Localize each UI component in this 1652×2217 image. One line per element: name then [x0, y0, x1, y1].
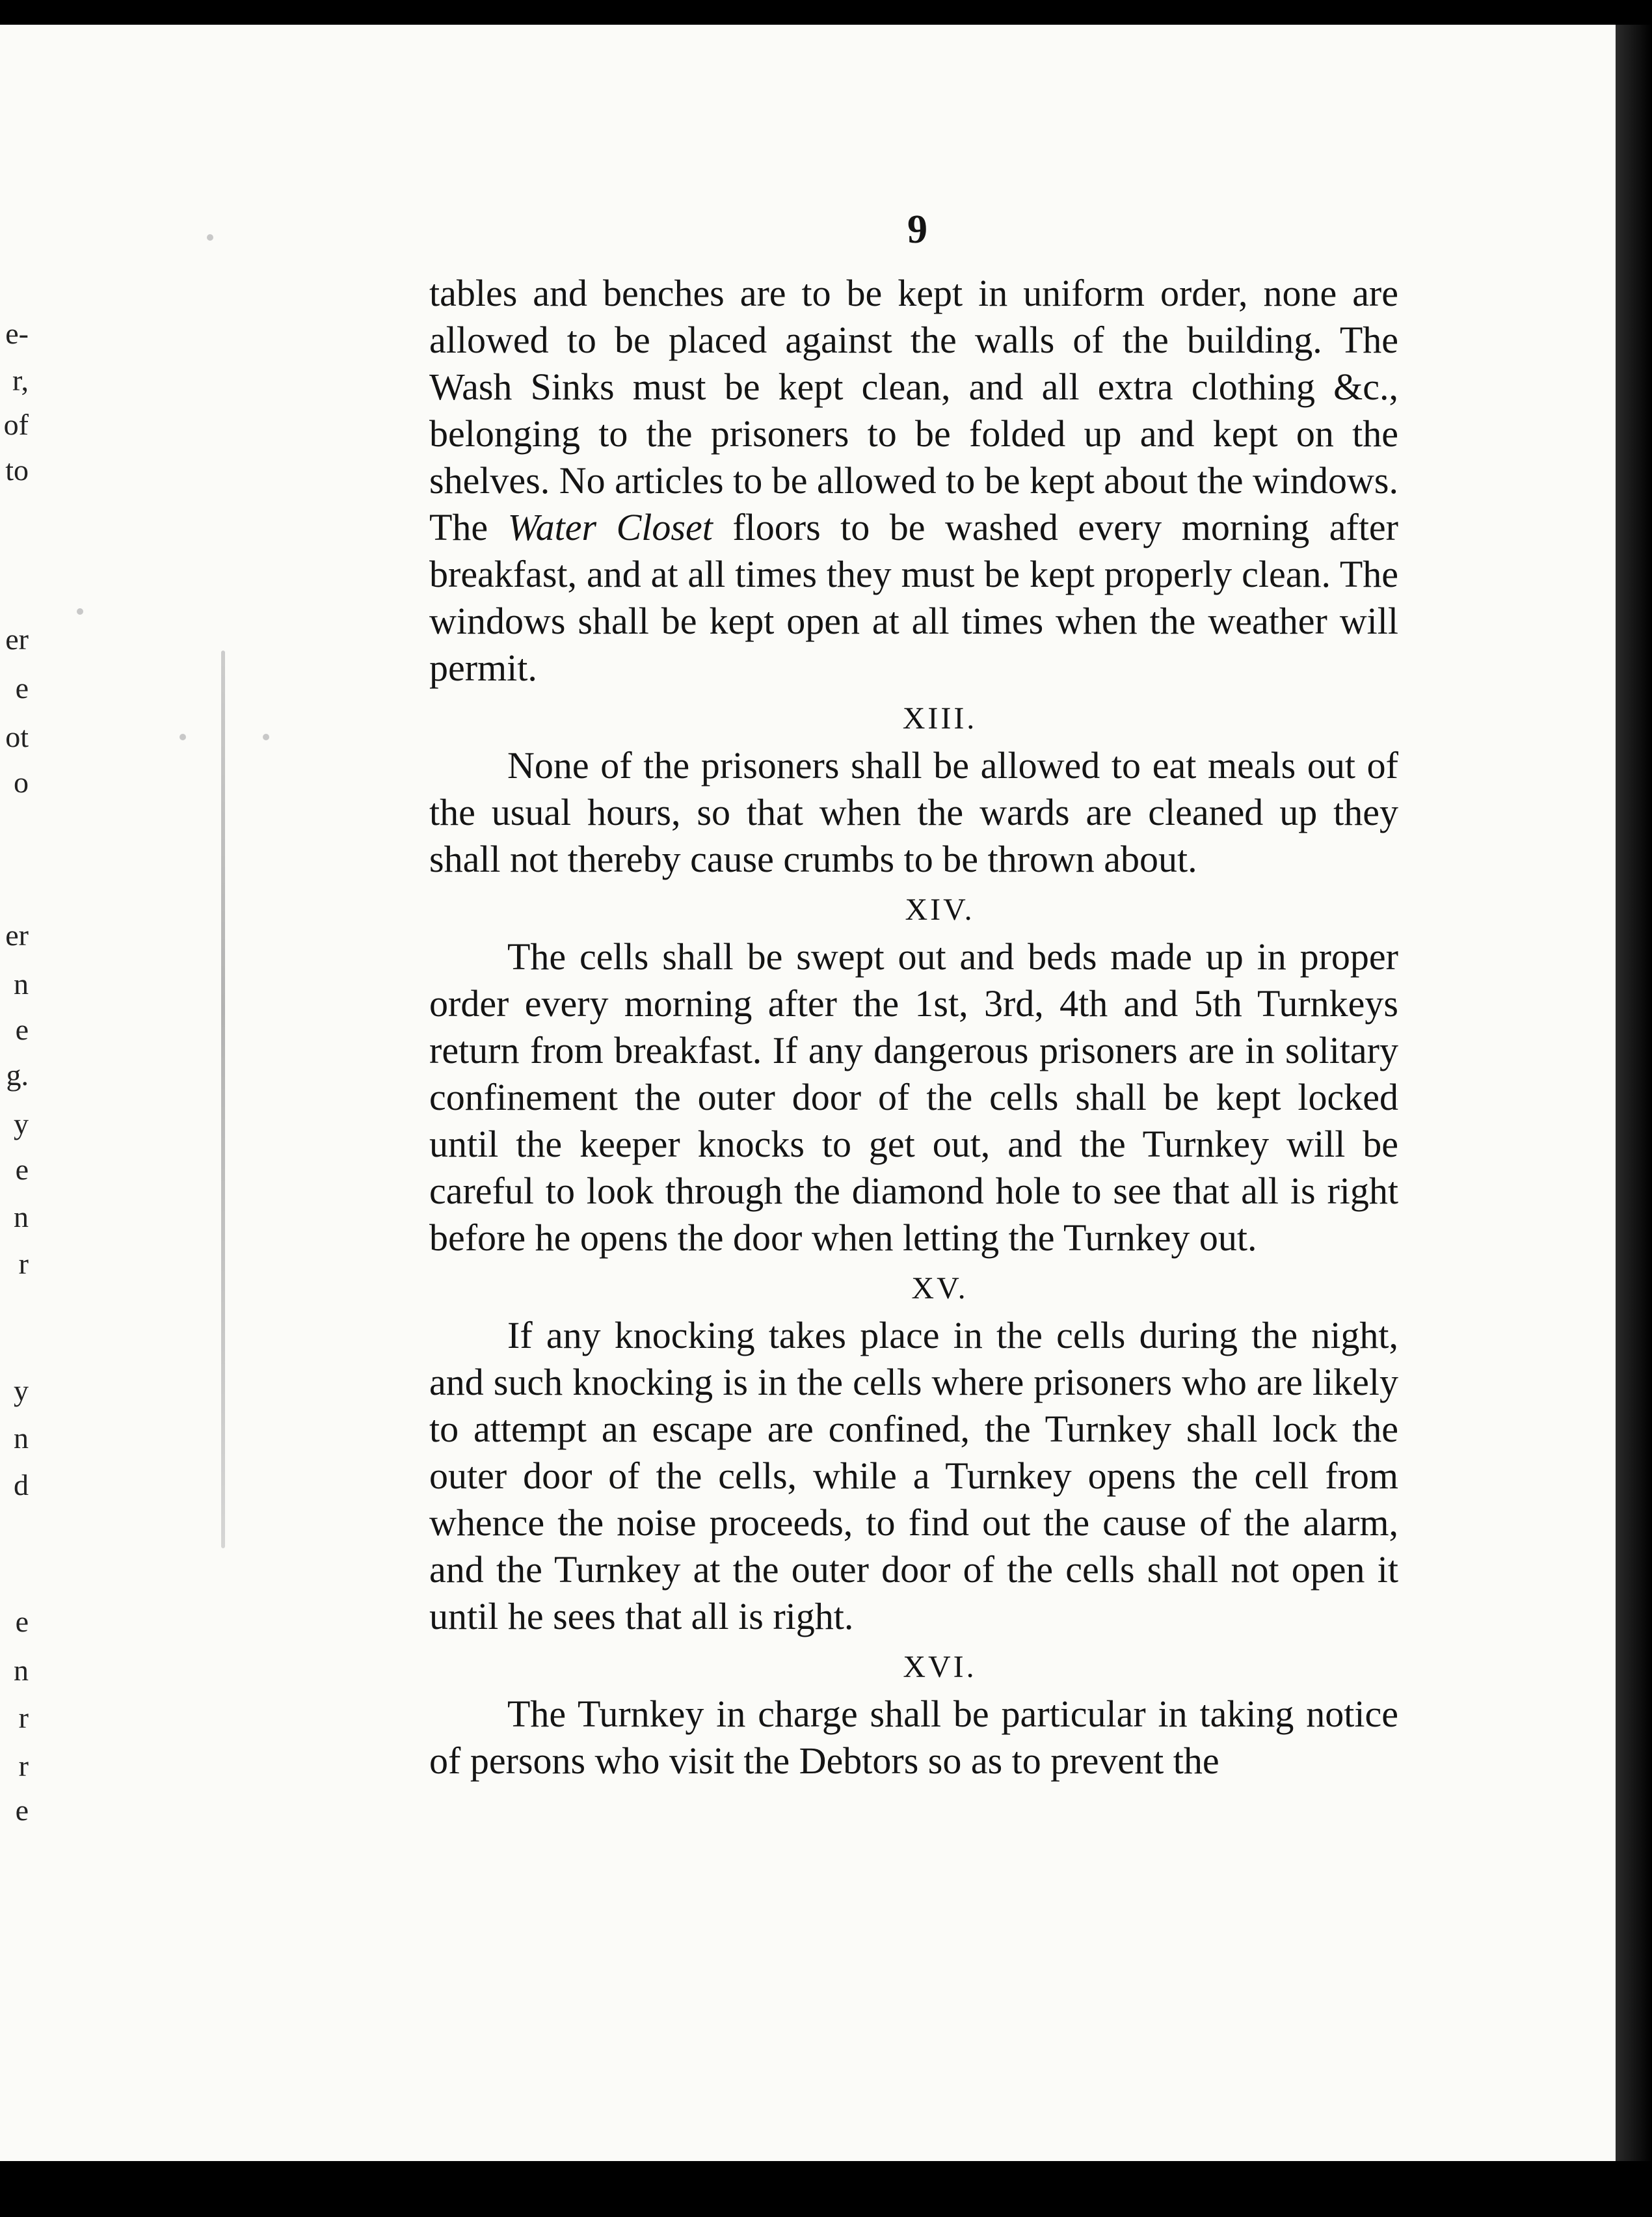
section-heading-xiii: XIII.: [902, 701, 978, 736]
page-number: 9: [907, 208, 927, 252]
scan-speck: [263, 734, 269, 740]
section-heading-xiv: XIV.: [905, 893, 975, 927]
section-paragraph-xv: If any knocking takes place in the cells during the night, and such knocking is in the cells where prisoners who are likely to attempt an escape are confined, the Turnkey shall lock the outer door of the cells, while a Turnkey opens the cell from whence the noise proceeds, to find out the cause of the alarm, and the Turnkey at the outer door of the cells shall not open it until he sees that all is right.: [429, 1314, 1398, 1637]
binding-mark: [221, 651, 225, 1548]
fragment: n: [14, 967, 29, 1001]
opening-paragraph: tables and benches are to be kept in uniform order, none are allowed to be placed against the walls of the building. The Wash Sinks must be kept clean, and all extra clothing &c., belonging to the prisoners to be folded up and kept on the shelves. No articles to be allowed to be kept about the windows. The Water Closet floors to be washed every morning after breakfast, and at all times they must be kept properly clean. The windows shall be kept open at all times when the weather will permit.: [429, 272, 1398, 689]
fragment: y: [14, 1107, 29, 1140]
fragment: n: [14, 1421, 29, 1455]
scan-right-border: [1616, 25, 1652, 2217]
fragment: e: [15, 1794, 29, 1827]
fragment: e-: [5, 317, 29, 350]
fragment: to: [5, 453, 29, 487]
section-paragraph-xiii: None of the prisoners shall be allowed to eat meals out of the usual hours, so that when the wards are cleaned up they shall not thereby cause crumbs to be thrown about.: [429, 744, 1398, 880]
fragment: e: [15, 671, 29, 705]
section-paragraph-xvi: The Turnkey in charge shall be particular in taking notice of persons who visit the Debtors so as to prevent the: [429, 1693, 1398, 1782]
section-heading-xvi: XVI.: [903, 1650, 977, 1684]
section-paragraph-xiv: The cells shall be swept out and beds made up in proper order every morning after the 1st, 3rd, 4th and 5th Turnkeys return from breakfast. If any dangerous prisoners are in solitary confinement the outer door of the cells shall be kept locked until the keeper knocks to get out, and the Turnkey will be careful to look through the diamond hole to see that all is right before he opens the door when letting the Turnkey out.: [429, 935, 1398, 1259]
scan-speck: [207, 234, 213, 241]
fragment: er: [5, 623, 29, 656]
fragment: r: [18, 1749, 29, 1782]
page-body: [429, 270, 1398, 1784]
fragment: ot: [5, 720, 29, 753]
fragment: er: [5, 919, 29, 952]
fragment: of: [3, 408, 29, 441]
fragment: e: [15, 1605, 29, 1638]
fragment: d: [14, 1468, 29, 1501]
fragment: r: [18, 1247, 29, 1280]
scan-top-border: [0, 0, 1652, 25]
fragment: r: [18, 1701, 29, 1734]
fragment: e: [15, 1153, 29, 1186]
fragment: r,: [12, 364, 29, 397]
fragment: g.: [6, 1058, 29, 1092]
section-heading-xv: XV.: [911, 1271, 968, 1306]
scan-speck: [180, 734, 186, 740]
fragment: e: [15, 1013, 29, 1046]
fragment: y: [14, 1374, 29, 1407]
scan-bottom-border: [0, 2161, 1652, 2217]
italic-phrase: Water Closet: [507, 506, 713, 548]
fragment: n: [14, 1654, 29, 1687]
scan-speck: [77, 608, 83, 615]
fragment: o: [14, 766, 29, 799]
fragment: n: [14, 1200, 29, 1233]
